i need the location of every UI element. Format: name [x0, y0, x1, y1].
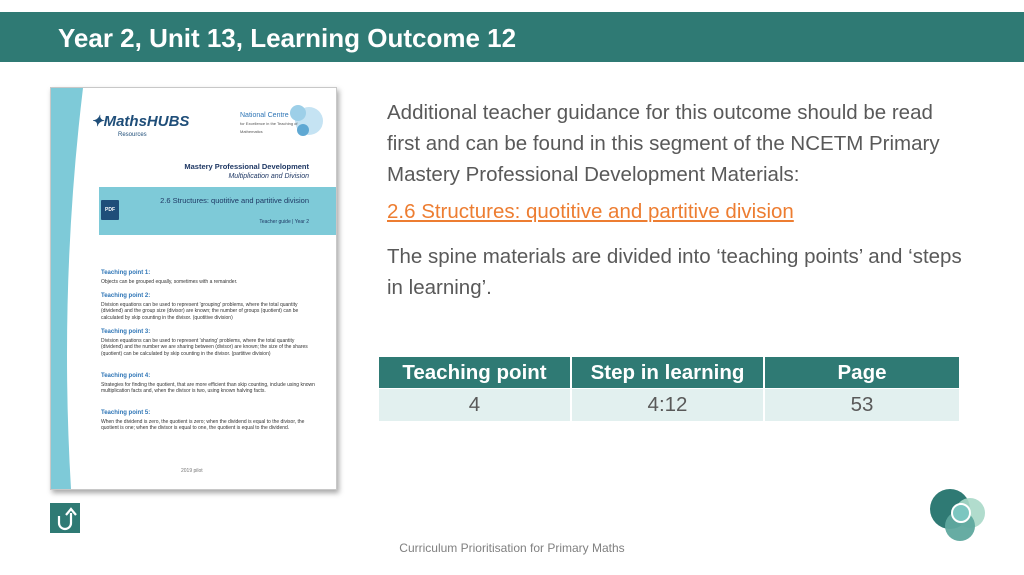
ncetm-materials-link[interactable]: 2.6 Structures: quotitive and partitive division — [387, 200, 794, 223]
teaching-point-4: Teaching point 4: Strategies for finding the quotient, that are more efficient than skip counting, include using known multiplication facts and, when the divisor is two, using known halving facts. — [101, 373, 315, 394]
teaching-point-2: Teaching point 2: Division equations can be used to represent 'grouping' problems, where the total quantity (dividend) and the group size (divisor) are known; the number of groups (quotient) can be calculated by skip counting in the divisor. (quotitive division) — [101, 293, 299, 321]
thumbnail-band — [99, 187, 336, 235]
header-page: Page — [764, 357, 959, 389]
thumbnail-band-subtitle: Teacher guide | Year 2 — [259, 219, 309, 225]
teaching-point-1: Teaching point 1: Objects can be grouped equally, sometimes with a remainder. — [101, 270, 238, 285]
pilot-label: 2019 pilot — [181, 468, 203, 474]
guidance-text: Additional teacher guidance for this outcome should be read first and can be found in this segment of the NCETM Primary Mastery Professional Development Materials: — [387, 101, 940, 186]
spine-text: The spine materials are divided into ‘teaching points’ and ‘steps in learning’. — [387, 245, 962, 299]
page-title: Year 2, Unit 13, Learning Outcome 12 — [58, 23, 517, 53]
teaching-point-table — [379, 357, 959, 421]
logo-subtitle: Resources — [118, 132, 147, 138]
document-thumbnail[interactable] — [50, 87, 337, 490]
mathshubs-logo: ✦MathsHUBS — [91, 113, 190, 130]
thumbnail-band-title: 2.6 Structures: quotitive and partitive division — [160, 196, 309, 205]
return-button[interactable] — [50, 503, 80, 533]
cell-teaching-point: 4 — [379, 389, 571, 422]
title-bar — [0, 12, 1024, 62]
thumbnail-subheading: Multiplication and Division — [228, 173, 309, 180]
thumbnail-heading: Mastery Professional Development — [184, 162, 309, 171]
header-teaching-point: Teaching point — [379, 357, 571, 389]
footer-text: Curriculum Prioritisation for Primary Maths — [399, 541, 625, 555]
return-arrow-icon — [50, 503, 80, 533]
cell-step-in-learning: 4:12 — [571, 389, 764, 422]
teaching-point-3: Teaching point 3: Division equations can be used to represent 'sharing' problems, where the total quantity (dividend) and the number we are sharing between (divisor) are known; the size of the shares (quotient) can be calculated by skip counting in the divisor. (partitive division) — [101, 329, 308, 357]
ncetm-logo: National Centre for Excellence in the Teaching of Mathematics — [240, 112, 298, 134]
table-row — [379, 389, 959, 422]
teaching-point-5: Teaching point 5: When the dividend is zero, the quotient is zero; when the dividend is equal to the divisor, the quotient is one; when the divisor is equal to one, the quotient is equal to the dividend. — [101, 410, 305, 431]
header-step-in-learning: Step in learning — [571, 357, 764, 389]
pdf-icon: PDF — [101, 200, 119, 220]
cell-page: 53 — [764, 389, 959, 422]
table-header-row — [379, 357, 959, 389]
ncetm-circles-logo — [928, 487, 988, 542]
